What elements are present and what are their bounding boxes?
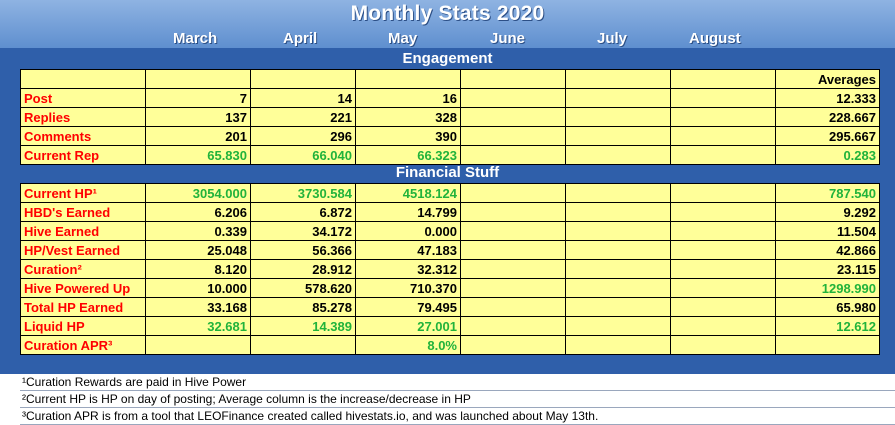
- table-cell[interactable]: 3054.000: [146, 184, 251, 203]
- row-label[interactable]: Hive Powered Up: [21, 279, 146, 298]
- footnote-2: ²Current HP is HP on day of posting; Average column is the increase/decrease in HP: [20, 391, 895, 408]
- table-cell[interactable]: [461, 241, 566, 260]
- table-cell[interactable]: [566, 146, 671, 165]
- table-cell[interactable]: [671, 89, 776, 108]
- table-cell[interactable]: [461, 298, 566, 317]
- sheet-title: Monthly Stats 2020: [350, 2, 545, 25]
- table-cell[interactable]: [566, 298, 671, 317]
- table-cell[interactable]: [146, 70, 251, 89]
- average-cell[interactable]: 787.540: [776, 184, 880, 203]
- average-cell[interactable]: 12.612: [776, 317, 880, 336]
- table-cell[interactable]: [461, 203, 566, 222]
- month-june: June: [490, 30, 526, 47]
- table-cell[interactable]: [671, 260, 776, 279]
- table-cell[interactable]: [671, 222, 776, 241]
- table-cell[interactable]: 201: [146, 127, 251, 146]
- table-row: [21, 203, 880, 222]
- average-cell[interactable]: 295.667: [776, 127, 880, 146]
- table-cell[interactable]: 27.001: [356, 317, 461, 336]
- table-cell[interactable]: [146, 336, 251, 355]
- table-cell[interactable]: 328: [356, 108, 461, 127]
- row-label[interactable]: Total HP Earned: [21, 298, 146, 317]
- table-row: [21, 279, 880, 298]
- table-cell[interactable]: [566, 222, 671, 241]
- row-label[interactable]: Replies: [21, 108, 146, 127]
- table-cell[interactable]: [671, 184, 776, 203]
- table-cell[interactable]: [671, 317, 776, 336]
- table-cell[interactable]: [671, 298, 776, 317]
- footnote-1: ¹Curation Rewards are paid in Hive Power: [20, 374, 895, 391]
- table-cell[interactable]: 65.830: [146, 146, 251, 165]
- table-cell[interactable]: 6.872: [251, 203, 356, 222]
- table-cell[interactable]: [21, 70, 146, 89]
- table-row: [21, 222, 880, 241]
- row-label[interactable]: Current HP¹: [21, 184, 146, 203]
- table-cell[interactable]: [566, 184, 671, 203]
- table-cell[interactable]: [461, 127, 566, 146]
- table-cell[interactable]: 7: [146, 89, 251, 108]
- table-row: [21, 336, 880, 355]
- table-cell[interactable]: 4518.124: [356, 184, 461, 203]
- table-cell[interactable]: [566, 203, 671, 222]
- average-cell[interactable]: 0.283: [776, 146, 880, 165]
- table-cell[interactable]: 25.048: [146, 241, 251, 260]
- month-july: July: [597, 30, 628, 47]
- table-cell[interactable]: 137: [146, 108, 251, 127]
- table-row: [21, 89, 880, 108]
- table-cell[interactable]: 710.370: [356, 279, 461, 298]
- table-cell[interactable]: 8.120: [146, 260, 251, 279]
- table-cell[interactable]: 0.000: [356, 222, 461, 241]
- average-cell[interactable]: 1298.990: [776, 279, 880, 298]
- table-cell[interactable]: 34.172: [251, 222, 356, 241]
- table-cell[interactable]: [671, 241, 776, 260]
- row-label[interactable]: HBD's Earned: [21, 203, 146, 222]
- table-cell[interactable]: 16: [356, 89, 461, 108]
- table-cell[interactable]: 578.620: [251, 279, 356, 298]
- table-cell[interactable]: 66.323: [356, 146, 461, 165]
- table-row: [21, 298, 880, 317]
- table-cell[interactable]: 28.912: [251, 260, 356, 279]
- average-cell[interactable]: 11.504: [776, 222, 880, 241]
- table-cell[interactable]: 85.278: [251, 298, 356, 317]
- table-cell[interactable]: 14.799: [356, 203, 461, 222]
- table-cell[interactable]: [461, 89, 566, 108]
- table-cell[interactable]: 10.000: [146, 279, 251, 298]
- table-cell[interactable]: [251, 70, 356, 89]
- table-row: [21, 108, 880, 127]
- table-cell[interactable]: 8.0%: [356, 336, 461, 355]
- table-row: [21, 70, 880, 89]
- table-cell[interactable]: 47.183: [356, 241, 461, 260]
- table-cell[interactable]: 79.495: [356, 298, 461, 317]
- table-cell[interactable]: 296: [251, 127, 356, 146]
- table-cell[interactable]: [671, 70, 776, 89]
- table-cell[interactable]: [461, 146, 566, 165]
- row-label[interactable]: Curation APR³: [21, 336, 146, 355]
- financial-title: Financial Stuff: [395, 164, 500, 181]
- averages-header[interactable]: Averages: [776, 70, 880, 89]
- row-label[interactable]: Comments: [21, 127, 146, 146]
- average-cell[interactable]: 23.115: [776, 260, 880, 279]
- table-cell[interactable]: [566, 89, 671, 108]
- table-cell[interactable]: 221: [251, 108, 356, 127]
- average-cell[interactable]: 9.292: [776, 203, 880, 222]
- engagement-table: [20, 69, 880, 165]
- table-cell[interactable]: [566, 241, 671, 260]
- table-cell[interactable]: [461, 317, 566, 336]
- table-cell[interactable]: [461, 260, 566, 279]
- row-label[interactable]: Post: [21, 89, 146, 108]
- average-cell[interactable]: 12.333: [776, 89, 880, 108]
- table-cell[interactable]: 32.312: [356, 260, 461, 279]
- engagement-title: Engagement: [402, 50, 493, 67]
- table-cell[interactable]: 14.389: [251, 317, 356, 336]
- row-label[interactable]: Liquid HP: [21, 317, 146, 336]
- table-row: [21, 317, 880, 336]
- table-cell[interactable]: [461, 70, 566, 89]
- table-cell[interactable]: [671, 146, 776, 165]
- row-label[interactable]: Current Rep: [21, 146, 146, 165]
- row-label[interactable]: HP/Vest Earned: [21, 241, 146, 260]
- table-cell[interactable]: [461, 108, 566, 127]
- table-cell[interactable]: [461, 184, 566, 203]
- average-cell[interactable]: 42.866: [776, 241, 880, 260]
- table-cell[interactable]: [461, 222, 566, 241]
- table-cell[interactable]: 0.339: [146, 222, 251, 241]
- table-row: [21, 127, 880, 146]
- table-cell[interactable]: [566, 108, 671, 127]
- table-cell[interactable]: 56.366: [251, 241, 356, 260]
- footnotes: [20, 374, 895, 425]
- financial-table: [20, 183, 880, 355]
- table-cell[interactable]: [671, 336, 776, 355]
- table-row: [21, 260, 880, 279]
- table-cell[interactable]: [566, 336, 671, 355]
- table-cell[interactable]: [566, 279, 671, 298]
- table-cell[interactable]: 390: [356, 127, 461, 146]
- table-cell[interactable]: [671, 203, 776, 222]
- table-row: [21, 184, 880, 203]
- table-cell[interactable]: 6.206: [146, 203, 251, 222]
- average-cell[interactable]: 65.980: [776, 298, 880, 317]
- table-cell[interactable]: [671, 279, 776, 298]
- table-cell[interactable]: [461, 336, 566, 355]
- table-cell[interactable]: [566, 70, 671, 89]
- table-cell[interactable]: 66.040: [251, 146, 356, 165]
- month-may: May: [388, 30, 418, 47]
- table-row: [21, 146, 880, 165]
- table-cell[interactable]: [566, 317, 671, 336]
- table-cell[interactable]: 3730.584: [251, 184, 356, 203]
- table-cell[interactable]: [566, 260, 671, 279]
- month-august: August: [689, 30, 741, 47]
- table-row: [21, 241, 880, 260]
- table-cell[interactable]: [566, 127, 671, 146]
- footnote-3: ³Curation APR is from a tool that LEOFinance created called hivestats.io, and was launched about May 13th.: [20, 408, 895, 425]
- table-cell[interactable]: 32.681: [146, 317, 251, 336]
- row-label[interactable]: Hive Earned: [21, 222, 146, 241]
- table-cell[interactable]: [356, 70, 461, 89]
- table-cell[interactable]: [671, 108, 776, 127]
- table-cell[interactable]: [461, 279, 566, 298]
- table-cell[interactable]: [251, 336, 356, 355]
- table-cell[interactable]: [671, 127, 776, 146]
- month-march: March: [173, 30, 218, 47]
- average-cell[interactable]: 228.667: [776, 108, 880, 127]
- average-cell[interactable]: [776, 336, 880, 355]
- row-label[interactable]: Curation²: [21, 260, 146, 279]
- table-cell[interactable]: 14: [251, 89, 356, 108]
- month-april: April: [283, 30, 318, 47]
- table-cell[interactable]: 33.168: [146, 298, 251, 317]
